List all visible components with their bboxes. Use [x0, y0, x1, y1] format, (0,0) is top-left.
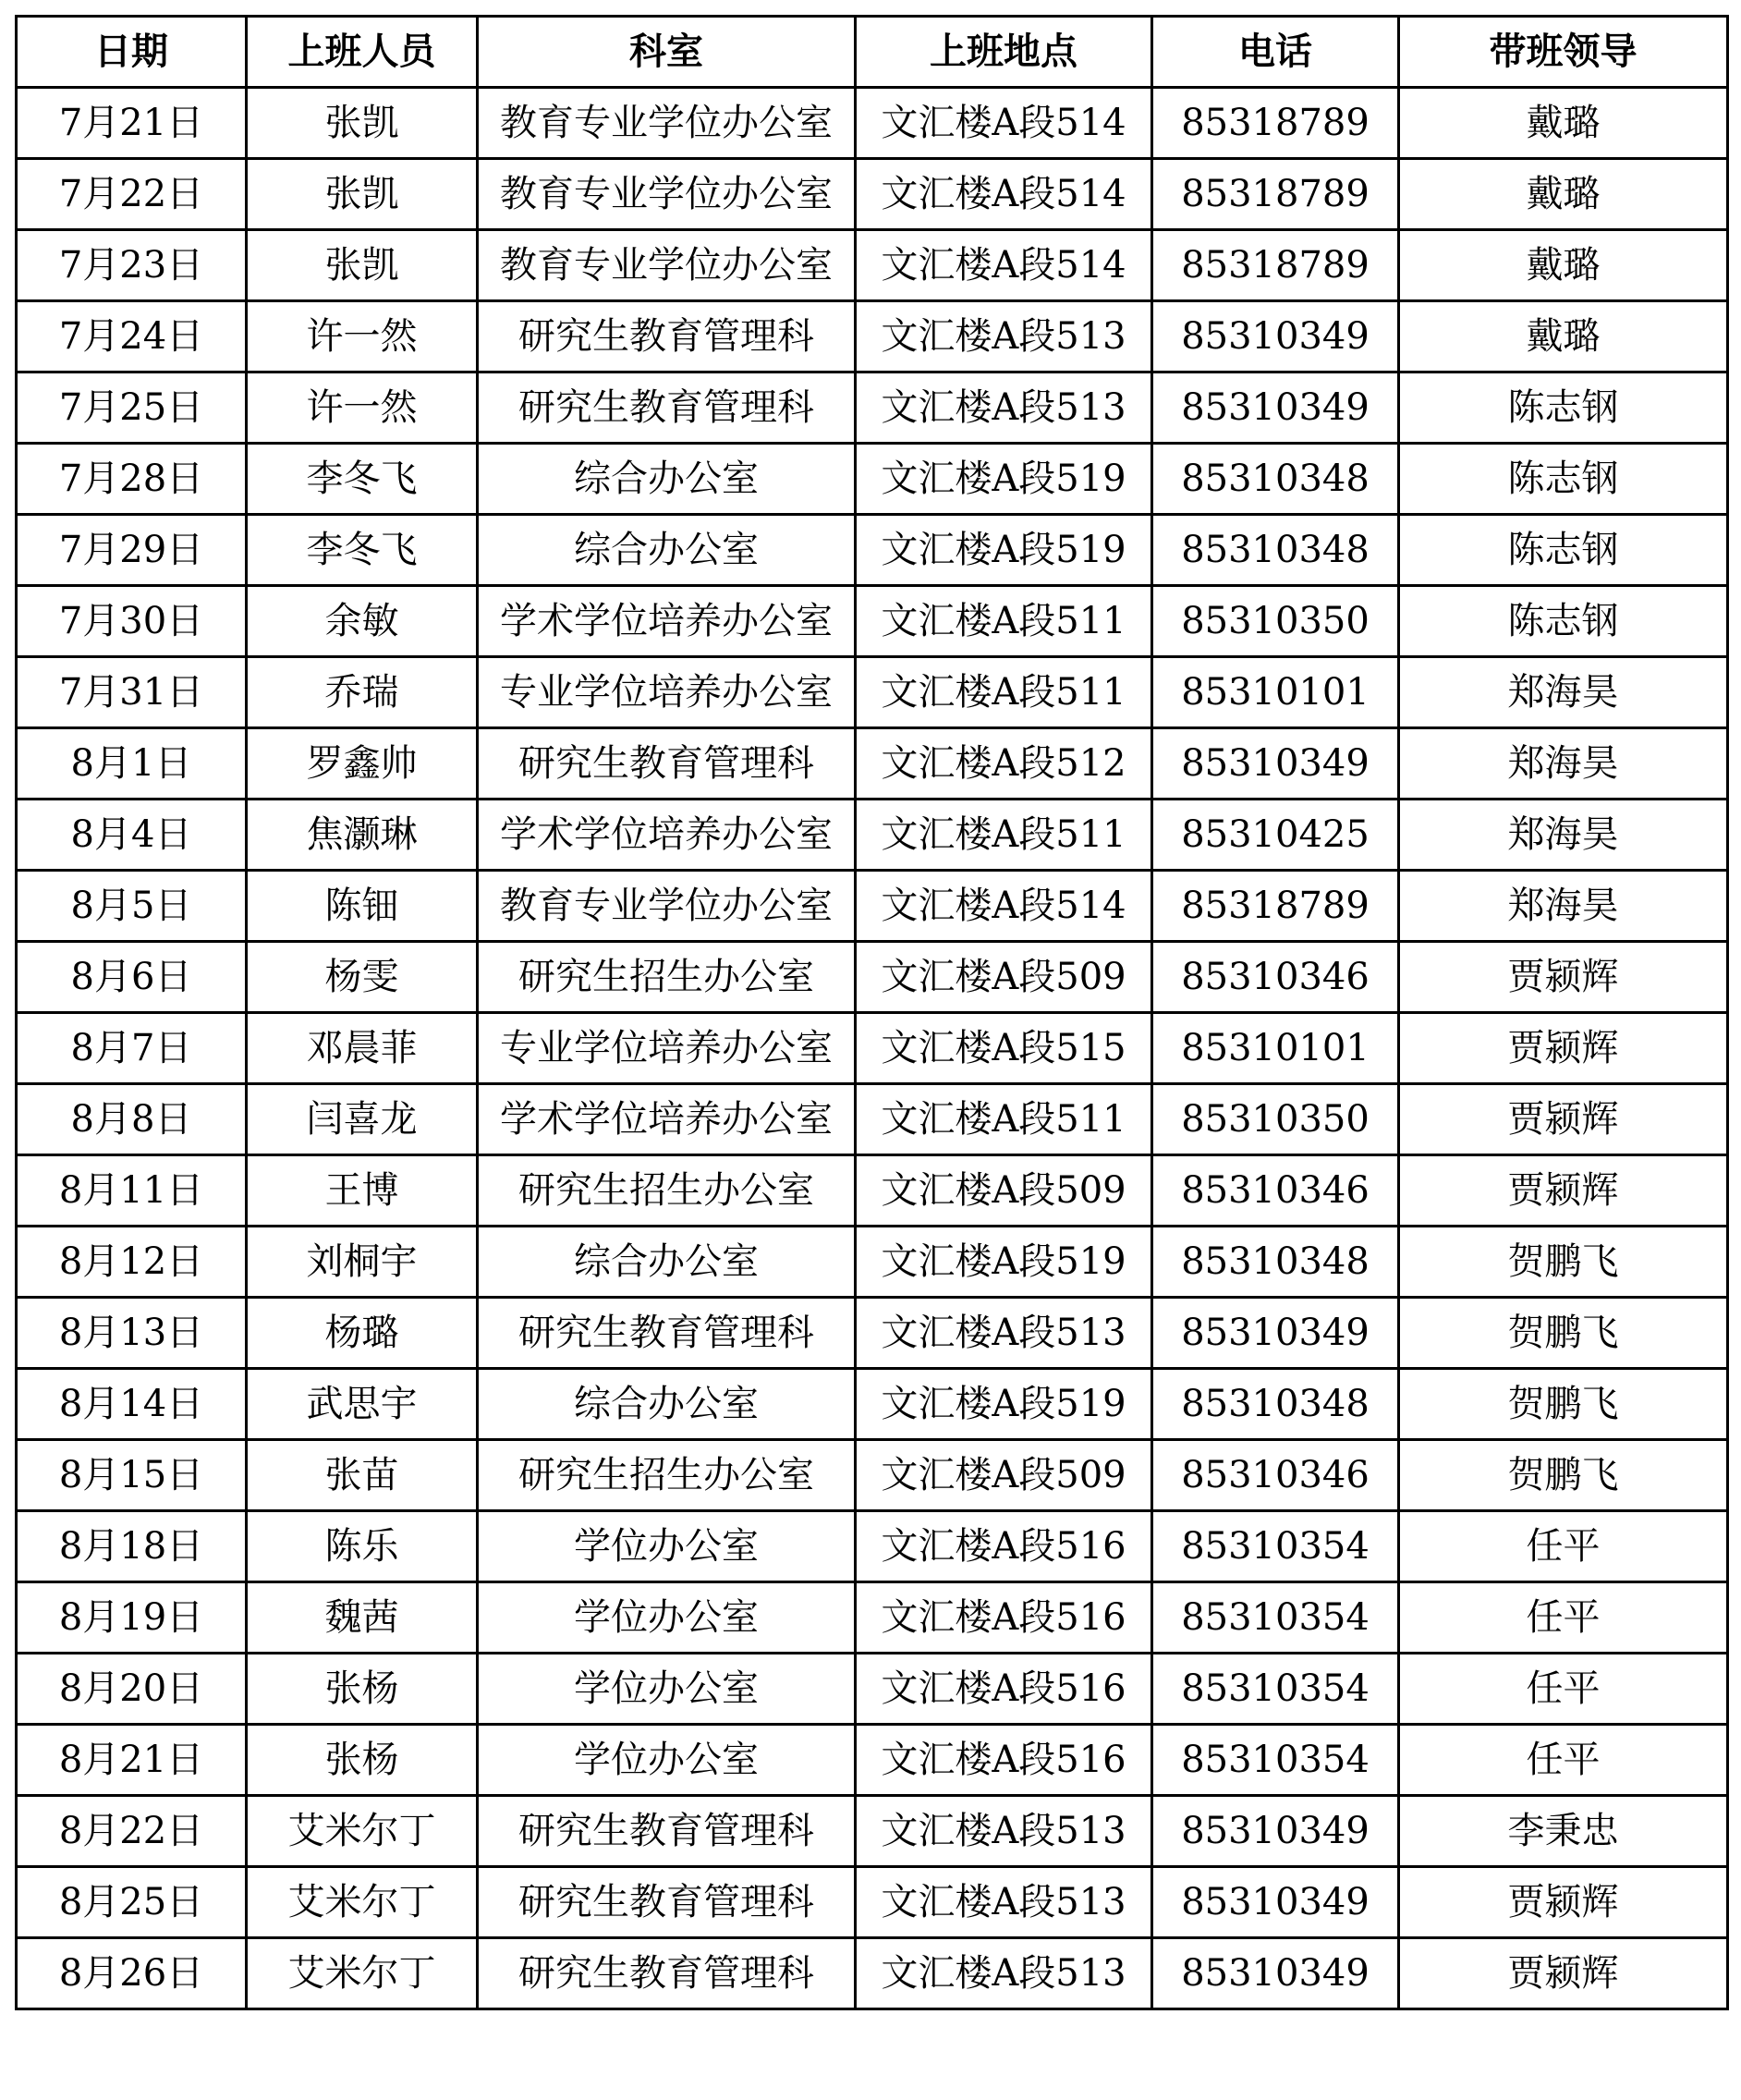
- cell-staff: 许一然: [247, 372, 478, 444]
- cell-phone: 85310349: [1152, 1938, 1399, 2009]
- cell-department: 研究生招生办公室: [478, 1440, 856, 1511]
- table-row: [17, 1440, 1728, 1511]
- cell-leader: 贾颍辉: [1399, 1155, 1728, 1227]
- cell-phone: 85310425: [1152, 800, 1399, 871]
- cell-date: 7月23日: [17, 230, 247, 301]
- cell-phone: 85310348: [1152, 515, 1399, 586]
- cell-department: 综合办公室: [478, 515, 856, 586]
- cell-leader: 陈志钢: [1399, 444, 1728, 515]
- cell-location: 文汇楼A段511: [856, 657, 1152, 728]
- table-row: [17, 444, 1728, 515]
- header-location: 上班地点: [856, 17, 1152, 88]
- cell-location: 文汇楼A段513: [856, 372, 1152, 444]
- table-header: [17, 17, 1728, 88]
- cell-department: 教育专业学位办公室: [478, 871, 856, 942]
- cell-staff: 李冬飞: [247, 444, 478, 515]
- table-row: [17, 942, 1728, 1013]
- cell-leader: 贾颍辉: [1399, 942, 1728, 1013]
- cell-phone: 85318789: [1152, 230, 1399, 301]
- cell-staff: 陈乐: [247, 1511, 478, 1582]
- cell-staff: 陈钿: [247, 871, 478, 942]
- cell-staff: 张凯: [247, 159, 478, 230]
- cell-department: 综合办公室: [478, 444, 856, 515]
- table-row: [17, 871, 1728, 942]
- cell-department: 学术学位培养办公室: [478, 800, 856, 871]
- table-body: [17, 88, 1728, 2009]
- cell-leader: 贺鹏飞: [1399, 1369, 1728, 1440]
- cell-staff: 焦灏琳: [247, 800, 478, 871]
- cell-location: 文汇楼A段513: [856, 1796, 1152, 1867]
- cell-date: 7月31日: [17, 657, 247, 728]
- cell-phone: 85310349: [1152, 1796, 1399, 1867]
- cell-staff: 张杨: [247, 1654, 478, 1725]
- cell-staff: 艾米尔丁: [247, 1938, 478, 2009]
- header-leader: 带班领导: [1399, 17, 1728, 88]
- cell-department: 研究生教育管理科: [478, 728, 856, 800]
- cell-date: 8月1日: [17, 728, 247, 800]
- cell-phone: 85318789: [1152, 871, 1399, 942]
- cell-department: 学术学位培养办公室: [478, 1084, 856, 1155]
- cell-phone: 85310350: [1152, 1084, 1399, 1155]
- cell-location: 文汇楼A段511: [856, 1084, 1152, 1155]
- cell-staff: 张凯: [247, 230, 478, 301]
- cell-staff: 王博: [247, 1155, 478, 1227]
- cell-staff: 杨璐: [247, 1298, 478, 1369]
- table-row: [17, 1084, 1728, 1155]
- cell-location: 文汇楼A段516: [856, 1654, 1152, 1725]
- table-row: [17, 1155, 1728, 1227]
- cell-staff: 张杨: [247, 1725, 478, 1796]
- cell-location: 文汇楼A段513: [856, 1298, 1152, 1369]
- cell-department: 教育专业学位办公室: [478, 88, 856, 159]
- cell-department: 研究生教育管理科: [478, 1938, 856, 2009]
- cell-staff: 艾米尔丁: [247, 1796, 478, 1867]
- cell-department: 研究生招生办公室: [478, 1155, 856, 1227]
- cell-date: 8月7日: [17, 1013, 247, 1084]
- cell-location: 文汇楼A段516: [856, 1582, 1152, 1654]
- cell-date: 8月18日: [17, 1511, 247, 1582]
- cell-leader: 任平: [1399, 1725, 1728, 1796]
- cell-date: 7月29日: [17, 515, 247, 586]
- table-row: [17, 1369, 1728, 1440]
- cell-staff: 邓晨菲: [247, 1013, 478, 1084]
- cell-location: 文汇楼A段516: [856, 1511, 1152, 1582]
- header-date: 日期: [17, 17, 247, 88]
- cell-date: 7月22日: [17, 159, 247, 230]
- cell-staff: 魏茜: [247, 1582, 478, 1654]
- cell-date: 8月26日: [17, 1938, 247, 2009]
- cell-staff: 张凯: [247, 88, 478, 159]
- header-department: 科室: [478, 17, 856, 88]
- cell-date: 8月5日: [17, 871, 247, 942]
- cell-phone: 85310354: [1152, 1725, 1399, 1796]
- cell-leader: 郑海昊: [1399, 871, 1728, 942]
- cell-date: 8月25日: [17, 1867, 247, 1938]
- cell-department: 研究生教育管理科: [478, 1867, 856, 1938]
- cell-date: 8月6日: [17, 942, 247, 1013]
- cell-leader: 戴璐: [1399, 88, 1728, 159]
- cell-department: 专业学位培养办公室: [478, 1013, 856, 1084]
- cell-leader: 戴璐: [1399, 159, 1728, 230]
- cell-staff: 罗鑫帅: [247, 728, 478, 800]
- table-row: [17, 1582, 1728, 1654]
- cell-leader: 贺鹏飞: [1399, 1298, 1728, 1369]
- cell-location: 文汇楼A段514: [856, 159, 1152, 230]
- cell-leader: 郑海昊: [1399, 728, 1728, 800]
- cell-phone: 85310346: [1152, 942, 1399, 1013]
- header-phone: 电话: [1152, 17, 1399, 88]
- cell-date: 8月22日: [17, 1796, 247, 1867]
- table-row: [17, 657, 1728, 728]
- cell-date: 8月12日: [17, 1227, 247, 1298]
- cell-location: 文汇楼A段509: [856, 1440, 1152, 1511]
- cell-phone: 85310348: [1152, 1369, 1399, 1440]
- cell-staff: 余敏: [247, 586, 478, 657]
- cell-date: 8月15日: [17, 1440, 247, 1511]
- cell-leader: 陈志钢: [1399, 586, 1728, 657]
- cell-location: 文汇楼A段511: [856, 586, 1152, 657]
- cell-date: 7月30日: [17, 586, 247, 657]
- cell-date: 8月19日: [17, 1582, 247, 1654]
- cell-phone: 85310349: [1152, 1298, 1399, 1369]
- cell-location: 文汇楼A段513: [856, 1938, 1152, 2009]
- cell-location: 文汇楼A段519: [856, 1227, 1152, 1298]
- table-row: [17, 301, 1728, 372]
- cell-department: 学位办公室: [478, 1654, 856, 1725]
- cell-leader: 郑海昊: [1399, 657, 1728, 728]
- table-row: [17, 1511, 1728, 1582]
- cell-leader: 贾颍辉: [1399, 1867, 1728, 1938]
- cell-department: 教育专业学位办公室: [478, 230, 856, 301]
- cell-location: 文汇楼A段509: [856, 942, 1152, 1013]
- header-staff: 上班人员: [247, 17, 478, 88]
- cell-phone: 85310346: [1152, 1155, 1399, 1227]
- cell-phone: 85310101: [1152, 1013, 1399, 1084]
- cell-staff: 张苗: [247, 1440, 478, 1511]
- cell-staff: 杨雯: [247, 942, 478, 1013]
- cell-phone: 85310349: [1152, 1867, 1399, 1938]
- table-row: [17, 88, 1728, 159]
- cell-leader: 陈志钢: [1399, 372, 1728, 444]
- cell-location: 文汇楼A段519: [856, 515, 1152, 586]
- cell-date: 8月20日: [17, 1654, 247, 1725]
- cell-department: 学位办公室: [478, 1725, 856, 1796]
- table-row: [17, 1013, 1728, 1084]
- cell-department: 教育专业学位办公室: [478, 159, 856, 230]
- cell-phone: 85310354: [1152, 1654, 1399, 1725]
- cell-phone: 85310348: [1152, 1227, 1399, 1298]
- cell-location: 文汇楼A段511: [856, 800, 1152, 871]
- table-row: [17, 586, 1728, 657]
- table-row: [17, 1938, 1728, 2009]
- table-row: [17, 1867, 1728, 1938]
- cell-staff: 闫喜龙: [247, 1084, 478, 1155]
- cell-department: 学位办公室: [478, 1582, 856, 1654]
- duty-schedule-table: [15, 15, 1729, 2010]
- table-row: [17, 1298, 1728, 1369]
- cell-department: 学术学位培养办公室: [478, 586, 856, 657]
- cell-phone: 85310348: [1152, 444, 1399, 515]
- cell-department: 研究生教育管理科: [478, 1298, 856, 1369]
- cell-location: 文汇楼A段515: [856, 1013, 1152, 1084]
- cell-phone: 85318789: [1152, 88, 1399, 159]
- table-row: [17, 515, 1728, 586]
- cell-date: 7月28日: [17, 444, 247, 515]
- cell-location: 文汇楼A段514: [856, 230, 1152, 301]
- cell-location: 文汇楼A段519: [856, 444, 1152, 515]
- table-row: [17, 800, 1728, 871]
- table-row: [17, 230, 1728, 301]
- table-row: [17, 728, 1728, 800]
- table-row: [17, 1796, 1728, 1867]
- cell-staff: 刘桐宇: [247, 1227, 478, 1298]
- header-row: [17, 17, 1728, 88]
- cell-department: 学位办公室: [478, 1511, 856, 1582]
- cell-date: 7月25日: [17, 372, 247, 444]
- cell-date: 7月21日: [17, 88, 247, 159]
- cell-department: 研究生教育管理科: [478, 301, 856, 372]
- cell-leader: 贾颍辉: [1399, 1084, 1728, 1155]
- cell-phone: 85310349: [1152, 372, 1399, 444]
- cell-department: 综合办公室: [478, 1369, 856, 1440]
- cell-leader: 贾颍辉: [1399, 1013, 1728, 1084]
- table-row: [17, 1227, 1728, 1298]
- cell-location: 文汇楼A段519: [856, 1369, 1152, 1440]
- table-row: [17, 1725, 1728, 1796]
- cell-department: 研究生教育管理科: [478, 372, 856, 444]
- cell-staff: 艾米尔丁: [247, 1867, 478, 1938]
- cell-leader: 戴璐: [1399, 301, 1728, 372]
- cell-date: 8月21日: [17, 1725, 247, 1796]
- cell-leader: 郑海昊: [1399, 800, 1728, 871]
- cell-leader: 贾颍辉: [1399, 1938, 1728, 2009]
- cell-staff: 许一然: [247, 301, 478, 372]
- cell-phone: 85310350: [1152, 586, 1399, 657]
- cell-location: 文汇楼A段516: [856, 1725, 1152, 1796]
- cell-leader: 戴璐: [1399, 230, 1728, 301]
- cell-date: 8月8日: [17, 1084, 247, 1155]
- cell-location: 文汇楼A段512: [856, 728, 1152, 800]
- cell-date: 8月11日: [17, 1155, 247, 1227]
- cell-phone: 85310354: [1152, 1511, 1399, 1582]
- cell-phone: 85310346: [1152, 1440, 1399, 1511]
- cell-leader: 陈志钢: [1399, 515, 1728, 586]
- cell-phone: 85310101: [1152, 657, 1399, 728]
- cell-phone: 85310349: [1152, 301, 1399, 372]
- cell-date: 8月4日: [17, 800, 247, 871]
- cell-location: 文汇楼A段514: [856, 871, 1152, 942]
- cell-location: 文汇楼A段513: [856, 1867, 1152, 1938]
- table-row: [17, 372, 1728, 444]
- table-row: [17, 159, 1728, 230]
- cell-phone: 85318789: [1152, 159, 1399, 230]
- cell-department: 综合办公室: [478, 1227, 856, 1298]
- cell-date: 7月24日: [17, 301, 247, 372]
- cell-location: 文汇楼A段509: [856, 1155, 1152, 1227]
- cell-location: 文汇楼A段514: [856, 88, 1152, 159]
- cell-leader: 贺鹏飞: [1399, 1227, 1728, 1298]
- cell-leader: 贺鹏飞: [1399, 1440, 1728, 1511]
- cell-phone: 85310354: [1152, 1582, 1399, 1654]
- cell-date: 8月13日: [17, 1298, 247, 1369]
- cell-department: 研究生招生办公室: [478, 942, 856, 1013]
- cell-department: 研究生教育管理科: [478, 1796, 856, 1867]
- cell-leader: 任平: [1399, 1511, 1728, 1582]
- cell-leader: 任平: [1399, 1654, 1728, 1725]
- cell-staff: 乔瑞: [247, 657, 478, 728]
- cell-department: 专业学位培养办公室: [478, 657, 856, 728]
- cell-staff: 武思宇: [247, 1369, 478, 1440]
- cell-staff: 李冬飞: [247, 515, 478, 586]
- cell-leader: 李秉忠: [1399, 1796, 1728, 1867]
- cell-location: 文汇楼A段513: [856, 301, 1152, 372]
- cell-leader: 任平: [1399, 1582, 1728, 1654]
- cell-date: 8月14日: [17, 1369, 247, 1440]
- cell-phone: 85310349: [1152, 728, 1399, 800]
- table-row: [17, 1654, 1728, 1725]
